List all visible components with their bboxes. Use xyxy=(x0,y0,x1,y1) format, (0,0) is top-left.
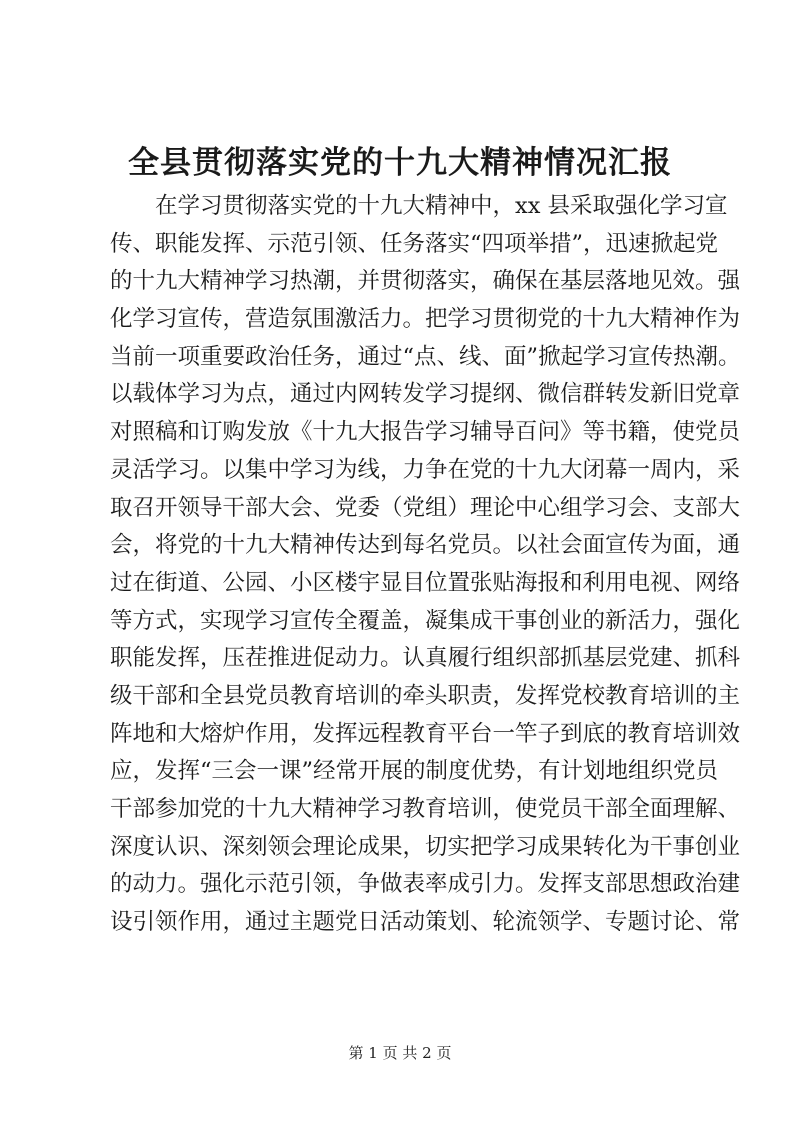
text-line: 对照稿和订购发放《十九大报告学习辅导百问》等书籍，使党员 xyxy=(110,419,741,446)
body-paragraph xyxy=(110,188,741,942)
text-line: 传、职能发挥、示范引领、任务落实“四项举措”，迅速掀起党 xyxy=(110,230,719,257)
text-line: 过在街道、公园、小区楼宇显目位置张贴海报和利用电视、网络 xyxy=(110,569,741,596)
text-line: 阵地和大熔炉作用，发挥远程教育平台一竿子到底的教育培训效 xyxy=(110,720,741,747)
text-line: 的动力。强化示范引领，争做表率成引力。发挥支部思想政治建 xyxy=(110,871,741,898)
document-title: 全县贯彻落实党的十九大精神情况汇报 xyxy=(128,145,672,181)
text-line: 化学习宣传，营造氛围激活力。把学习贯彻党的十九大精神作为 xyxy=(110,306,741,333)
text-line: 设引领作用，通过主题党日活动策划、轮流领学、专题讨论、常 xyxy=(110,909,741,936)
text-line: 当前一项重要政治任务，通过“点、线、面”掀起学习宣传热潮。 xyxy=(110,343,741,370)
text-line: 应，发挥“三会一课”经常开展的制度优势，有计划地组织党员 xyxy=(110,758,719,785)
text-line: 灵活学习。以集中学习为线，力争在党的十九大闭幕一周内，采 xyxy=(110,456,741,483)
text-line: 级干部和全县党员教育培训的牵头职责，发挥党校教育培训的主 xyxy=(110,682,741,709)
text-line: 会，将党的十九大精神传达到每名党员。以社会面宣传为面，通 xyxy=(110,532,741,559)
text-line: 干部参加党的十九大精神学习教育培训，使党员干部全面理解、 xyxy=(110,796,741,822)
text-line: 以载体学习为点，通过内网转发学习提纲、微信群转发新旧党章 xyxy=(110,381,741,408)
text-line: 等方式，实现学习宣传全覆盖，凝集成干事创业的新活力，强化 xyxy=(110,607,741,634)
page-number-footer: 第 1 页 共 2 页 xyxy=(348,1044,452,1062)
text-line: 深度认识、深刻领会理论成果，切实把学习成果转化为干事创业 xyxy=(110,833,741,860)
text-line: 取召开领导干部大会、党委（党组）理论中心组学习会、支部大 xyxy=(110,494,741,521)
text-line: 职能发挥，压茬推进促动力。认真履行组织部抓基层党建、抓科 xyxy=(110,645,741,672)
text-line: 在学习贯彻落实党的十九大精神中，xx 县采取强化学习宣 xyxy=(155,193,728,219)
text-line: 的十九大精神学习热潮，并贯彻落实，确保在基层落地见效。强 xyxy=(110,268,741,295)
